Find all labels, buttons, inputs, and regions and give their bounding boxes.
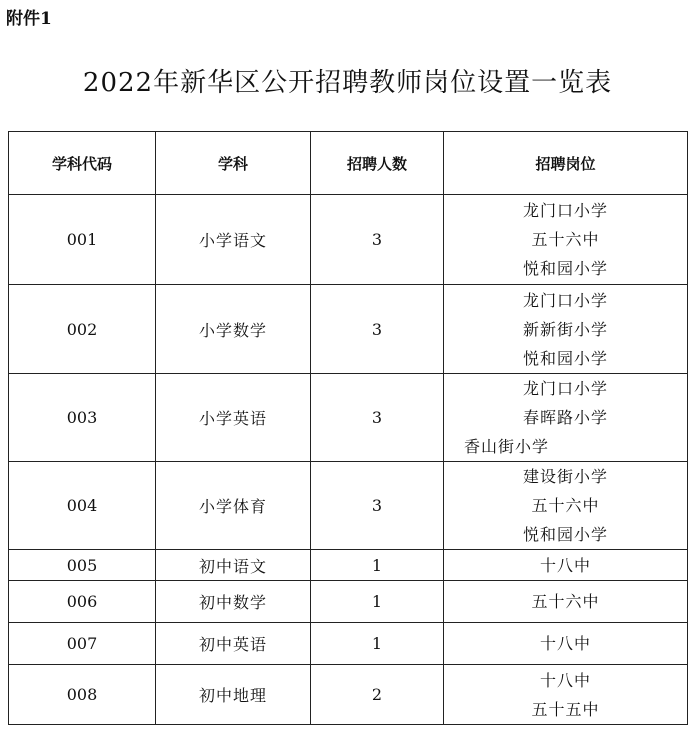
cell-positions: [444, 623, 688, 665]
cell-count: 1: [311, 623, 444, 665]
cell-code: 003: [9, 374, 156, 462]
cell-subject: 初中地理: [156, 665, 311, 725]
cell-positions: [444, 374, 688, 462]
position-item: 建设街小学: [522, 467, 608, 486]
table-row: [9, 550, 688, 581]
header-code: 学科代码: [9, 132, 156, 195]
cell-positions: [444, 550, 688, 581]
cell-code: 008: [9, 665, 156, 725]
cell-positions: [444, 462, 688, 550]
cell-subject: 小学语文: [156, 195, 311, 285]
cell-subject: 初中数学: [156, 581, 311, 623]
position-item: 五十五中: [531, 699, 600, 719]
table-row: [9, 462, 688, 550]
position-item: 香山街小学: [464, 437, 550, 456]
table-row: [9, 623, 688, 665]
cell-positions: [444, 195, 688, 285]
position-item: 新新街小学: [522, 319, 608, 339]
table-row: [9, 374, 688, 462]
position-item: 龙门口小学: [522, 379, 608, 398]
position-item: 悦和园小学: [522, 525, 608, 544]
header-count: 招聘人数: [311, 132, 444, 195]
cell-subject: 初中英语: [156, 623, 311, 665]
position-item: 龙门口小学: [522, 201, 608, 220]
table-row: [9, 285, 688, 374]
cell-subject: 初中语文: [156, 550, 311, 581]
cell-code: 005: [9, 550, 156, 581]
position-item: 十八中: [539, 555, 591, 575]
cell-code: 007: [9, 623, 156, 665]
cell-code: 004: [9, 462, 156, 550]
cell-code: 001: [9, 195, 156, 285]
cell-count: 2: [311, 665, 444, 725]
table-row: [9, 195, 688, 285]
cell-count: 3: [311, 195, 444, 285]
position-item: 五十六中: [531, 230, 600, 249]
cell-subject: 小学体育: [156, 462, 311, 550]
table-row: [9, 665, 688, 725]
positions-table: [8, 131, 688, 725]
cell-count: 3: [311, 374, 444, 462]
table-row: [9, 581, 688, 623]
table-header-row: [9, 132, 688, 195]
cell-positions: [444, 581, 688, 623]
page-title: 2022年新华区公开招聘教师岗位设置一览表: [82, 68, 613, 98]
cell-count: 3: [311, 462, 444, 550]
header-positions: 招聘岗位: [444, 132, 688, 195]
header-subject: 学科: [156, 132, 311, 195]
position-item: 十八中: [539, 634, 591, 653]
position-item: 悦和园小学: [522, 259, 608, 278]
cell-subject: 小学数学: [156, 285, 311, 374]
position-item: 五十六中: [531, 592, 600, 611]
cell-count: 1: [311, 581, 444, 623]
position-item: 春晖路小学: [522, 408, 608, 427]
cell-positions: [444, 665, 688, 725]
cell-count: 3: [311, 285, 444, 374]
position-item: 龙门口小学: [522, 290, 608, 310]
cell-count: 1: [311, 550, 444, 581]
position-item: 五十六中: [531, 496, 600, 515]
cell-code: 002: [9, 285, 156, 374]
cell-code: 006: [9, 581, 156, 623]
position-item: 悦和园小学: [522, 348, 608, 368]
cell-positions: [444, 285, 688, 374]
position-item: 十八中: [539, 670, 591, 690]
attachment-label: 附件1: [6, 9, 52, 29]
cell-subject: 小学英语: [156, 374, 311, 462]
